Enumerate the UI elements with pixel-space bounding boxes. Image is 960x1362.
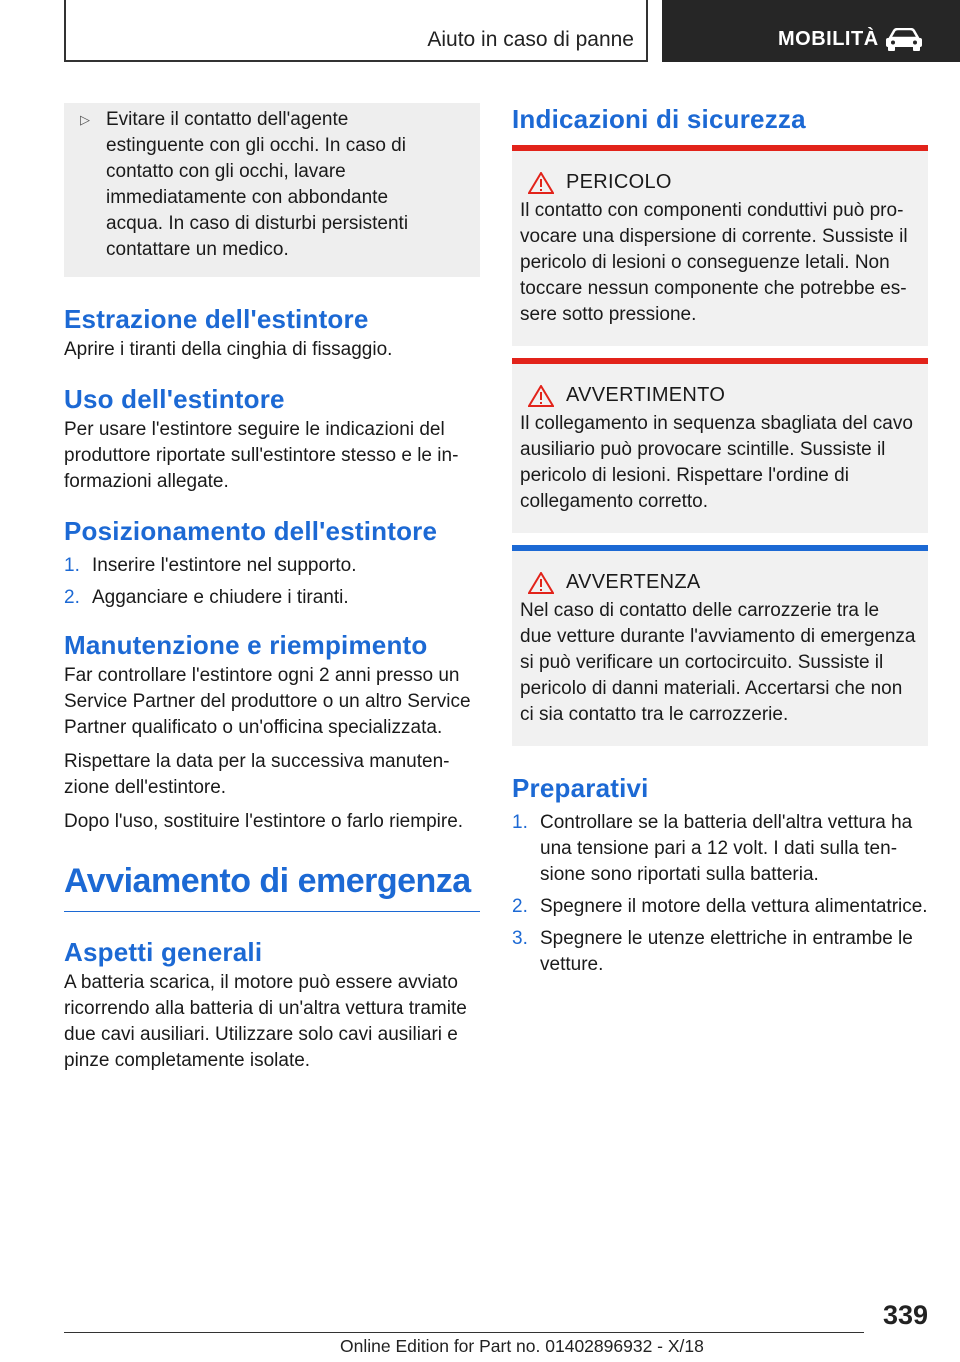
triangle-bullet-icon: ▷ [80, 112, 90, 127]
note-box [64, 103, 480, 277]
edition-text: Online Edition for Part no. 01402896932 - X/18 [340, 1336, 704, 1356]
manutenzione-text-1: Far controllare l'estintore ogni 2 anni presso un Service Partner del produttore o un altro Service Partner qualificato o un'officina specializzata. [64, 665, 471, 738]
chapter-tab [64, 0, 648, 62]
warning-box-avvertimento [512, 358, 928, 533]
warning-text: Il collegamento in sequenza sbagliata del cavo ausiliario può provocare scintille. Sussiste il pericolo di lesioni. Rispettare l'ordine di collegamento corretto. [520, 413, 913, 512]
warning-box-avvertenza [512, 545, 928, 746]
manutenzione-text-3: Dopo l'uso, sostituire l'estintore o farlo riempire. [64, 811, 464, 832]
chapter-heading-wrap [64, 861, 480, 912]
left-column [64, 103, 480, 1074]
warning-box-pericolo [512, 145, 928, 346]
warning-triangle-icon [528, 572, 554, 594]
estrazione-text: Aprire i tiranti della cinghia di fissaggio. [64, 339, 393, 360]
aspetti-text: A batteria scarica, il motore può essere avviato ricorrendo alla batteria di un'altra vettura tramite due cavi ausiliari. Utilizzare solo cavi ausiliari e pinze completamente isolate. [64, 972, 467, 1071]
posizionamento-steps [64, 553, 480, 611]
warning-bar [512, 358, 928, 364]
warning-level: PERICOLO [566, 171, 672, 193]
warning-level: AVVERTIMENTO [566, 384, 726, 406]
uso-text: Per usare l'estintore seguire le indicazioni del produttore riportate sull'estintore stesso e le informazioni allegate. [64, 419, 459, 492]
section-heading-aspetti: Aspetti generali [64, 937, 263, 967]
warning-text: Il contatto con componenti conduttivi può provocare una dispersione di corrente. Sussiste il pericolo di lesioni o conseguenze letali. Non toccare nessun componente che potrebbe essere sotto pressione. [520, 200, 908, 325]
list-item: 2. Agganciare e chiudere i tiranti. [64, 587, 349, 608]
list-item: 3. Spegnere le utenze elettriche in entrambe le vetture. [512, 928, 913, 975]
chapter-title: Aiuto in caso di panne [427, 28, 634, 51]
section-heading-posizionamento: Posizionamento dell'estintore [64, 516, 438, 546]
preparativi-steps [512, 810, 928, 978]
section-title: MOBILITÀ [778, 28, 879, 50]
list-item: 1. Controllare se la batteria dell'altra vettura ha una tensione pari a 12 volt. I dati sulla tensione sono riportati sulla batteria. [512, 812, 913, 885]
section-heading-uso: Uso dell'estintore [64, 384, 285, 414]
warning-triangle-icon [528, 385, 554, 407]
warning-level: AVVERTENZA [566, 571, 701, 593]
note-text: Evitare il contatto dell'agente estinguente con gli occhi. In caso di contatto con gli occhi, lavare immediatamente con abbondante acqua. In caso di disturbi persistenti contattare un medico. [106, 109, 409, 260]
section-heading-preparativi: Preparativi [512, 773, 649, 803]
warning-text: Nel caso di contatto delle carrozzerie tra le due vetture durante l'avviamento di emergenza si può verificare un cortocircuito. Sussiste il pericolo di danni materiali. Accertarsi che non ci sia contatto tra le carrozzerie. [520, 600, 916, 725]
warning-triangle-icon [528, 172, 554, 194]
right-column [512, 103, 928, 978]
page-number: 339 [882, 1300, 928, 1330]
car-front-icon [884, 28, 924, 52]
list-item: 2. Spegnere il motore della vettura alimentatrice. [512, 896, 928, 917]
section-heading-manutenzione: Manutenzione e riempimento [64, 630, 428, 660]
section-heading-estrazione: Estrazione dell'estintore [64, 304, 369, 334]
list-item: 1. Inserire l'estintore nel supporto. [64, 555, 357, 576]
chapter-heading-avviamento: Avviamento di emergenza [64, 862, 471, 900]
section-heading-sicurezza: Indicazioni di sicurezza [512, 104, 806, 134]
warning-bar [512, 545, 928, 551]
warning-bar [512, 145, 928, 151]
footer-divider [64, 1332, 864, 1333]
manutenzione-text-2: Rispettare la data per la successiva manutenzione dell'estintore. [64, 751, 450, 798]
